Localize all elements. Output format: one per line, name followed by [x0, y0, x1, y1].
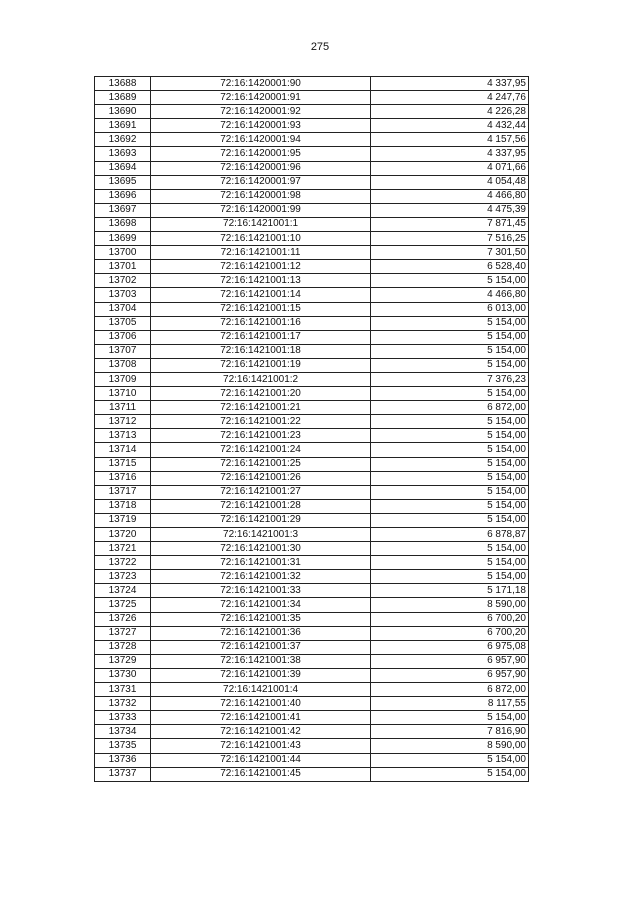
cadastral-number-cell: 72:16:1421001:13	[151, 274, 371, 288]
row-number-cell: 13734	[95, 725, 151, 739]
cadastral-number-cell: 72:16:1421001:29	[151, 513, 371, 527]
value-cell: 5 154,00	[371, 330, 529, 344]
table-row	[95, 175, 529, 189]
value-cell: 5 154,00	[371, 344, 529, 358]
row-number-cell: 13708	[95, 358, 151, 372]
table-row	[95, 189, 529, 203]
value-cell: 4 247,76	[371, 91, 529, 105]
table-row	[95, 767, 529, 781]
value-cell: 5 154,00	[371, 387, 529, 401]
row-number-cell: 13723	[95, 570, 151, 584]
table-row	[95, 77, 529, 91]
table-row	[95, 570, 529, 584]
row-number-cell: 13705	[95, 316, 151, 330]
row-number-cell: 13727	[95, 626, 151, 640]
value-cell: 6 957,90	[371, 654, 529, 668]
value-cell: 5 154,00	[371, 767, 529, 781]
table-row	[95, 556, 529, 570]
value-cell: 8 590,00	[371, 739, 529, 753]
cadastral-number-cell: 72:16:1421001:39	[151, 668, 371, 682]
table-row	[95, 668, 529, 682]
cadastral-number-cell: 72:16:1421001:28	[151, 499, 371, 513]
table-row	[95, 217, 529, 231]
cadastral-number-cell: 72:16:1420001:95	[151, 147, 371, 161]
table-row	[95, 302, 529, 316]
table-row	[95, 344, 529, 358]
value-cell: 5 154,00	[371, 570, 529, 584]
value-cell: 6 528,40	[371, 260, 529, 274]
cadastral-number-cell: 72:16:1421001:37	[151, 640, 371, 654]
table-row	[95, 598, 529, 612]
row-number-cell: 13702	[95, 274, 151, 288]
table-row	[95, 372, 529, 386]
value-cell: 5 154,00	[371, 316, 529, 330]
value-cell: 4 157,56	[371, 133, 529, 147]
table-row	[95, 358, 529, 372]
value-cell: 4 337,95	[371, 147, 529, 161]
value-cell: 5 171,18	[371, 584, 529, 598]
table-row	[95, 612, 529, 626]
row-number-cell: 13726	[95, 612, 151, 626]
row-number-cell: 13711	[95, 401, 151, 415]
cadastral-number-cell: 72:16:1420001:97	[151, 175, 371, 189]
row-number-cell: 13707	[95, 344, 151, 358]
table-row	[95, 542, 529, 556]
cadastral-number-cell: 72:16:1421001:21	[151, 401, 371, 415]
table-row	[95, 697, 529, 711]
page-number: 275	[310, 41, 330, 53]
table-row	[95, 260, 529, 274]
value-cell: 6 957,90	[371, 668, 529, 682]
row-number-cell: 13730	[95, 668, 151, 682]
row-number-cell: 13736	[95, 753, 151, 767]
row-number-cell: 13724	[95, 584, 151, 598]
cadastral-number-cell: 72:16:1421001:19	[151, 358, 371, 372]
cadastral-number-cell: 72:16:1421001:45	[151, 767, 371, 781]
cadastral-number-cell: 72:16:1420001:94	[151, 133, 371, 147]
cadastral-number-cell: 72:16:1421001:14	[151, 288, 371, 302]
cadastral-number-cell: 72:16:1421001:17	[151, 330, 371, 344]
cadastral-number-cell: 72:16:1421001:34	[151, 598, 371, 612]
cadastral-number-cell: 72:16:1421001:30	[151, 542, 371, 556]
value-cell: 5 154,00	[371, 513, 529, 527]
table-row	[95, 471, 529, 485]
value-cell: 5 154,00	[371, 499, 529, 513]
value-cell: 7 376,23	[371, 372, 529, 386]
value-cell: 5 154,00	[371, 485, 529, 499]
cadastral-number-cell: 72:16:1421001:35	[151, 612, 371, 626]
value-cell: 4 432,44	[371, 119, 529, 133]
table-row	[95, 232, 529, 246]
table-row	[95, 753, 529, 767]
table-row	[95, 528, 529, 542]
table-row	[95, 274, 529, 288]
value-cell: 6 878,87	[371, 528, 529, 542]
row-number-cell: 13712	[95, 415, 151, 429]
table-row	[95, 739, 529, 753]
table-row	[95, 387, 529, 401]
cadastral-number-cell: 72:16:1421001:38	[151, 654, 371, 668]
value-cell: 5 154,00	[371, 753, 529, 767]
value-cell: 4 466,80	[371, 288, 529, 302]
value-cell: 5 154,00	[371, 274, 529, 288]
row-number-cell: 13691	[95, 119, 151, 133]
row-number-cell: 13716	[95, 471, 151, 485]
table-row	[95, 161, 529, 175]
cadastral-number-cell: 72:16:1421001:43	[151, 739, 371, 753]
cadastral-number-cell: 72:16:1421001:1	[151, 217, 371, 231]
cadastral-number-cell: 72:16:1421001:25	[151, 457, 371, 471]
cadastral-number-cell: 72:16:1421001:16	[151, 316, 371, 330]
cadastral-number-cell: 72:16:1421001:15	[151, 302, 371, 316]
value-cell: 6 700,20	[371, 612, 529, 626]
cadastral-number-cell: 72:16:1420001:99	[151, 203, 371, 217]
row-number-cell: 13722	[95, 556, 151, 570]
row-number-cell: 13690	[95, 105, 151, 119]
row-number-cell: 13719	[95, 513, 151, 527]
cadastral-number-cell: 72:16:1421001:26	[151, 471, 371, 485]
row-number-cell: 13732	[95, 697, 151, 711]
cadastral-number-cell: 72:16:1421001:31	[151, 556, 371, 570]
cadastral-number-cell: 72:16:1421001:3	[151, 528, 371, 542]
cadastral-number-cell: 72:16:1421001:42	[151, 725, 371, 739]
table-row	[95, 626, 529, 640]
cadastral-number-cell: 72:16:1420001:90	[151, 77, 371, 91]
value-cell: 7 301,50	[371, 246, 529, 260]
row-number-cell: 13721	[95, 542, 151, 556]
cadastral-number-cell: 72:16:1421001:24	[151, 443, 371, 457]
row-number-cell: 13737	[95, 767, 151, 781]
row-number-cell: 13714	[95, 443, 151, 457]
cadastral-number-cell: 72:16:1421001:2	[151, 372, 371, 386]
table-row	[95, 288, 529, 302]
cadastral-number-cell: 72:16:1421001:10	[151, 232, 371, 246]
cadastral-number-cell: 72:16:1421001:32	[151, 570, 371, 584]
row-number-cell: 13728	[95, 640, 151, 654]
cadastral-number-cell: 72:16:1421001:44	[151, 753, 371, 767]
value-cell: 5 154,00	[371, 457, 529, 471]
cadastral-number-cell: 72:16:1421001:18	[151, 344, 371, 358]
table-row	[95, 683, 529, 697]
value-cell: 6 013,00	[371, 302, 529, 316]
value-cell: 4 466,80	[371, 189, 529, 203]
value-cell: 7 516,25	[371, 232, 529, 246]
cadastral-number-cell: 72:16:1421001:33	[151, 584, 371, 598]
cadastral-number-cell: 72:16:1421001:20	[151, 387, 371, 401]
row-number-cell: 13731	[95, 683, 151, 697]
table-row	[95, 119, 529, 133]
value-cell: 4 226,28	[371, 105, 529, 119]
row-number-cell: 13729	[95, 654, 151, 668]
value-cell: 6 872,00	[371, 401, 529, 415]
cadastral-number-cell: 72:16:1421001:11	[151, 246, 371, 260]
value-cell: 5 154,00	[371, 429, 529, 443]
table-row	[95, 457, 529, 471]
row-number-cell: 13698	[95, 217, 151, 231]
row-number-cell: 13693	[95, 147, 151, 161]
row-number-cell: 13706	[95, 330, 151, 344]
value-cell: 4 071,66	[371, 161, 529, 175]
value-cell: 8 117,55	[371, 697, 529, 711]
row-number-cell: 13701	[95, 260, 151, 274]
row-number-cell: 13709	[95, 372, 151, 386]
row-number-cell: 13700	[95, 246, 151, 260]
table-row	[95, 316, 529, 330]
value-cell: 5 154,00	[371, 542, 529, 556]
cadastral-number-cell: 72:16:1421001:12	[151, 260, 371, 274]
value-cell: 8 590,00	[371, 598, 529, 612]
value-cell: 5 154,00	[371, 415, 529, 429]
cadastral-number-cell: 72:16:1420001:93	[151, 119, 371, 133]
table-row	[95, 499, 529, 513]
row-number-cell: 13689	[95, 91, 151, 105]
cadastral-number-cell: 72:16:1421001:4	[151, 683, 371, 697]
table-row	[95, 133, 529, 147]
row-number-cell: 13717	[95, 485, 151, 499]
table-row	[95, 443, 529, 457]
row-number-cell: 13703	[95, 288, 151, 302]
value-cell: 6 975,08	[371, 640, 529, 654]
row-number-cell: 13715	[95, 457, 151, 471]
row-number-cell: 13718	[95, 499, 151, 513]
cadastral-number-cell: 72:16:1420001:92	[151, 105, 371, 119]
row-number-cell: 13699	[95, 232, 151, 246]
value-cell: 7 871,45	[371, 217, 529, 231]
row-number-cell: 13704	[95, 302, 151, 316]
value-cell: 7 816,90	[371, 725, 529, 739]
cadastral-number-cell: 72:16:1421001:23	[151, 429, 371, 443]
row-number-cell: 13733	[95, 711, 151, 725]
table-row	[95, 711, 529, 725]
row-number-cell: 13692	[95, 133, 151, 147]
table-row	[95, 725, 529, 739]
table-row	[95, 330, 529, 344]
table-row	[95, 401, 529, 415]
cadastral-number-cell: 72:16:1420001:96	[151, 161, 371, 175]
row-number-cell: 13696	[95, 189, 151, 203]
row-number-cell: 13720	[95, 528, 151, 542]
table-row	[95, 415, 529, 429]
table-row	[95, 203, 529, 217]
value-cell: 5 154,00	[371, 711, 529, 725]
row-number-cell: 13697	[95, 203, 151, 217]
value-cell: 5 154,00	[371, 556, 529, 570]
cadastral-number-cell: 72:16:1421001:36	[151, 626, 371, 640]
cadastral-number-cell: 72:16:1420001:91	[151, 91, 371, 105]
row-number-cell: 13735	[95, 739, 151, 753]
row-number-cell: 13694	[95, 161, 151, 175]
data-table	[94, 76, 529, 782]
table-row	[95, 147, 529, 161]
row-number-cell: 13695	[95, 175, 151, 189]
table-body	[95, 77, 529, 782]
table-row	[95, 584, 529, 598]
cadastral-number-cell: 72:16:1421001:40	[151, 697, 371, 711]
table-row	[95, 91, 529, 105]
row-number-cell: 13713	[95, 429, 151, 443]
table-row	[95, 429, 529, 443]
row-number-cell: 13710	[95, 387, 151, 401]
table-row	[95, 640, 529, 654]
value-cell: 4 475,39	[371, 203, 529, 217]
row-number-cell: 13688	[95, 77, 151, 91]
table-row	[95, 513, 529, 527]
table-row	[95, 246, 529, 260]
cadastral-number-cell: 72:16:1421001:27	[151, 485, 371, 499]
value-cell: 6 700,20	[371, 626, 529, 640]
table-row	[95, 105, 529, 119]
value-cell: 6 872,00	[371, 683, 529, 697]
value-cell: 5 154,00	[371, 471, 529, 485]
cadastral-number-cell: 72:16:1420001:98	[151, 189, 371, 203]
value-cell: 5 154,00	[371, 443, 529, 457]
value-cell: 4 054,48	[371, 175, 529, 189]
cadastral-number-cell: 72:16:1421001:22	[151, 415, 371, 429]
value-cell: 4 337,95	[371, 77, 529, 91]
table-row	[95, 654, 529, 668]
table-row	[95, 485, 529, 499]
cadastral-number-cell: 72:16:1421001:41	[151, 711, 371, 725]
value-cell: 5 154,00	[371, 358, 529, 372]
row-number-cell: 13725	[95, 598, 151, 612]
